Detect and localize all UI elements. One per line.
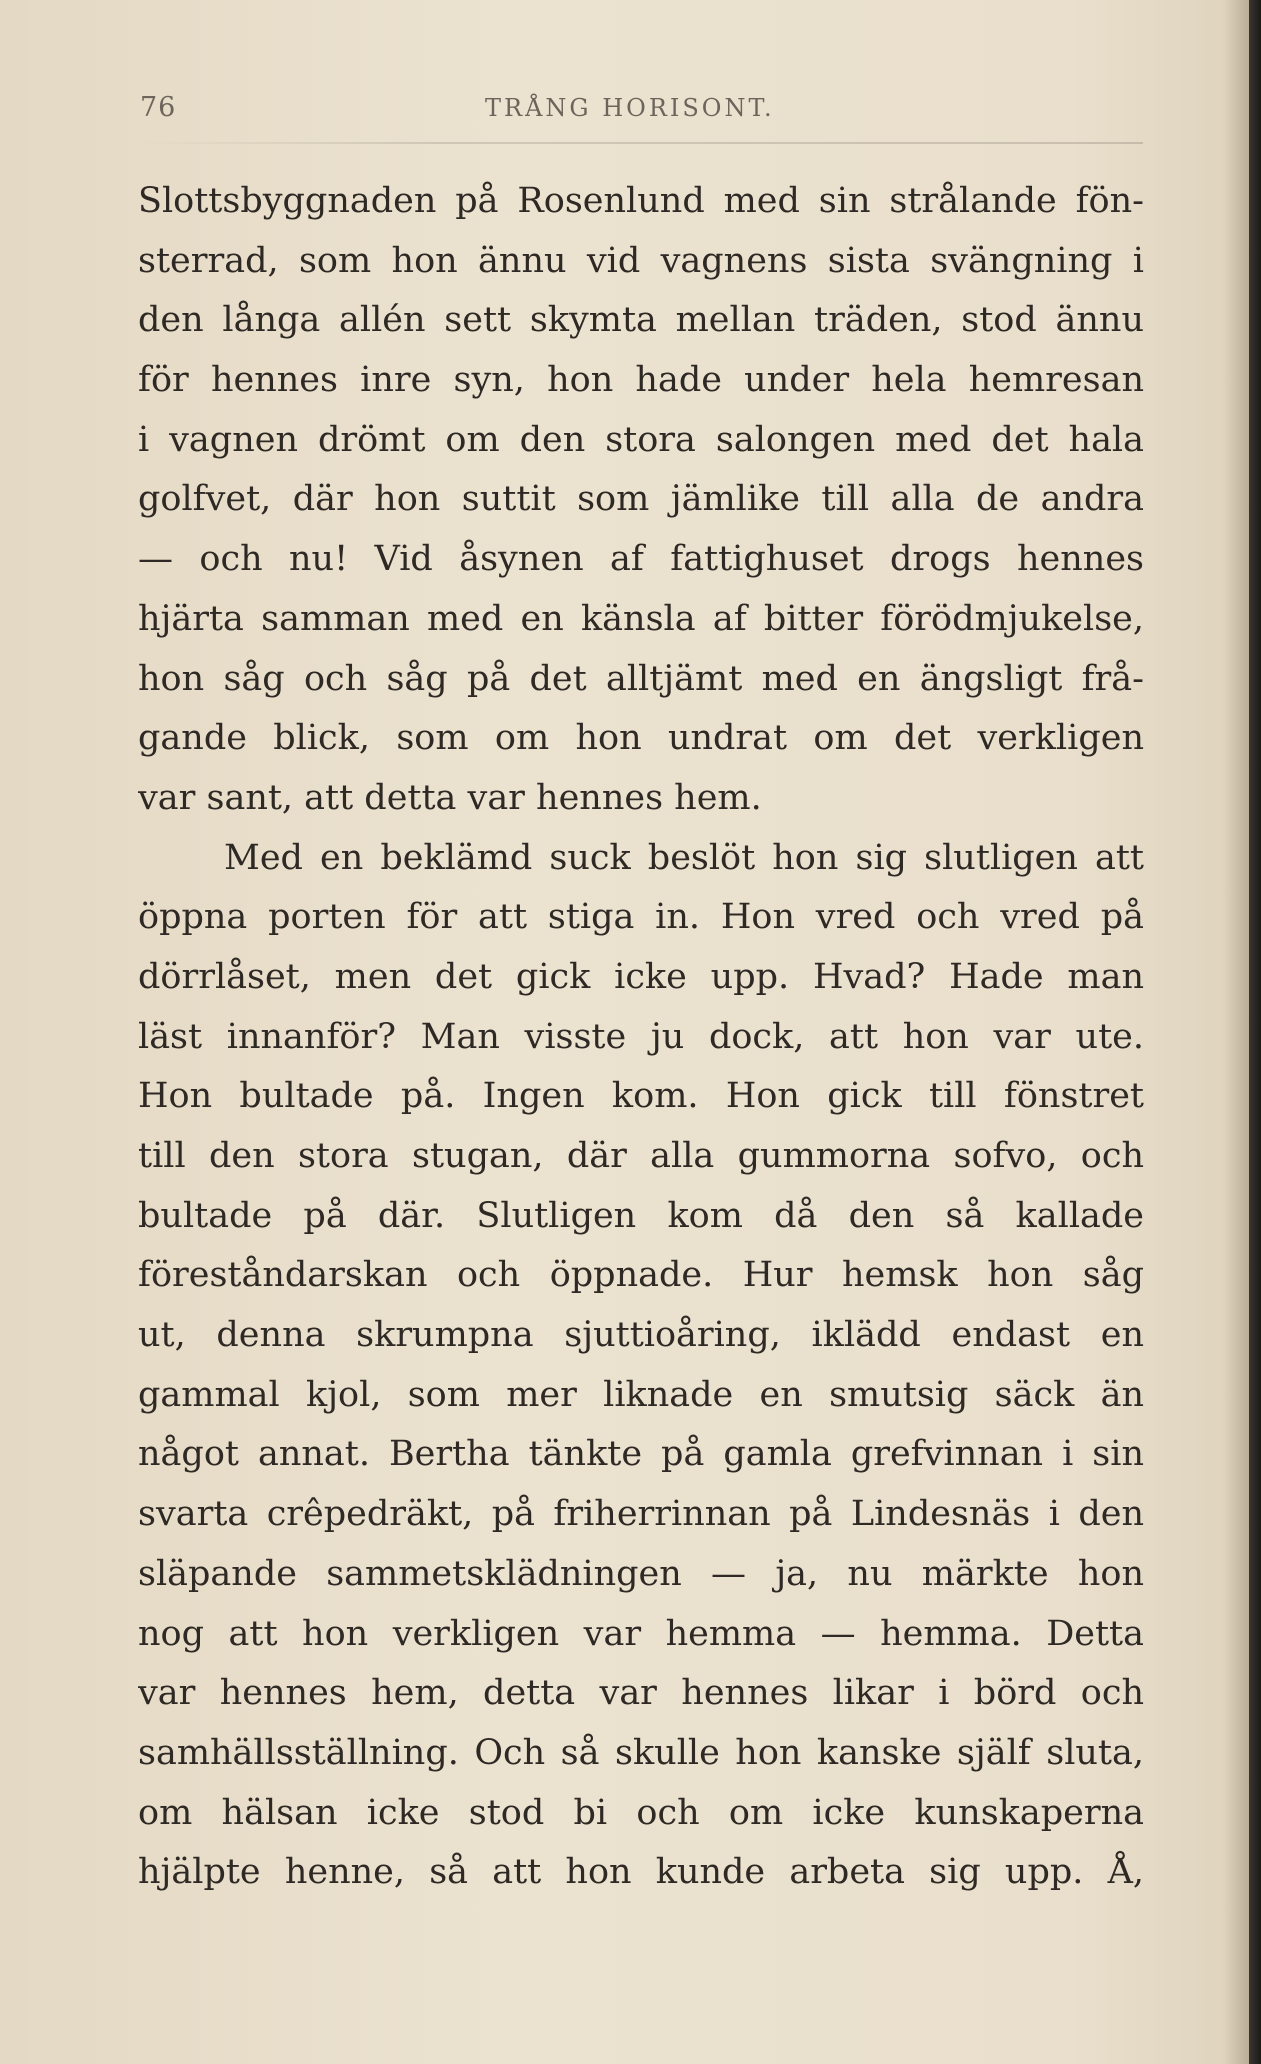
text-line: Slottsbyggnaden på Rosenlund med sin strålande fön- bbox=[138, 181, 1144, 221]
page-number: 76 bbox=[140, 92, 177, 123]
text-line: gammal kjol, som mer liknade en smutsig säck än bbox=[138, 1374, 1144, 1415]
text-line: svarta crêpedräkt, på friherrinnan på Lindesnäs i den bbox=[138, 1494, 1144, 1535]
text-line: sterrad, som hon ännu vid vagnens sista svängning i bbox=[138, 240, 1144, 281]
text-line: gande blick, som om hon undrat om det verkligen bbox=[138, 718, 1144, 759]
page-edge bbox=[1249, 0, 1261, 2064]
paragraph-start-line: Med en beklämd suck beslöt hon sig slutligen att bbox=[224, 837, 1144, 878]
text-line: något annat. Bertha tänkte på gamla grefvinnan i sin bbox=[138, 1434, 1144, 1475]
text-line: samhällsställning. Och så skulle hon kanske själf sluta, bbox=[138, 1732, 1144, 1773]
text-line: till den stora stugan, där alla gummorna sofvo, och bbox=[138, 1136, 1144, 1176]
text-line: golfvet, där hon suttit som jämlike till alla de andra bbox=[138, 479, 1144, 520]
page-edge-shadow bbox=[1223, 0, 1249, 2064]
text-line: nog att hon verkligen var hemma — hemma. Detta bbox=[138, 1613, 1144, 1654]
text-line: om hälsan icke stod bi och om icke kunskaperna bbox=[138, 1792, 1144, 1833]
page-header bbox=[140, 92, 1143, 132]
text-line: föreståndarskan och öppnade. Hur hemsk hon såg bbox=[138, 1255, 1144, 1296]
text-line: släpande sammetsklädningen — ja, nu märkte hon bbox=[138, 1553, 1144, 1594]
text-line: — och nu! Vid åsynen af fattighuset drogs hennes bbox=[138, 539, 1144, 580]
text-line: hjärta samman med en känsla af bitter förödmjukelse, bbox=[138, 598, 1144, 639]
body-text bbox=[138, 172, 1144, 1903]
text-line: hjälpte henne, så att hon kunde arbeta sig upp. Å, bbox=[138, 1852, 1144, 1893]
text-line: för hennes inre syn, hon hade under hela hemresan bbox=[138, 360, 1144, 401]
text-line: bultade på där. Slutligen kom då den så kallade bbox=[138, 1195, 1144, 1236]
header-rule bbox=[140, 142, 1143, 144]
text-line: läst innanför? Man visste ju dock, att hon var ute. bbox=[138, 1016, 1144, 1057]
text-line: i vagnen drömt om den stora salongen med det hala bbox=[138, 419, 1144, 460]
text-line: dörrlåset, men det gick icke upp. Hvad? Hade man bbox=[138, 956, 1144, 997]
text-line: öppna porten för att stiga in. Hon vred och vred på bbox=[138, 897, 1144, 938]
paragraph-end-line: var sant, att detta var hennes hem. bbox=[138, 777, 762, 818]
text-line: Hon bultade på. Ingen kom. Hon gick till fönstret bbox=[138, 1076, 1144, 1117]
running-title: TRÅNG HORISONT. bbox=[485, 94, 775, 122]
text-line: den långa allén sett skymta mellan träden, stod ännu bbox=[138, 300, 1144, 341]
text-line: var hennes hem, detta var hennes likar i börd och bbox=[138, 1673, 1144, 1714]
text-line: hon såg och såg på det alltjämt med en ängsligt frå- bbox=[138, 658, 1144, 699]
text-line: ut, denna skrumpna sjuttioåring, iklädd endast en bbox=[138, 1315, 1144, 1356]
